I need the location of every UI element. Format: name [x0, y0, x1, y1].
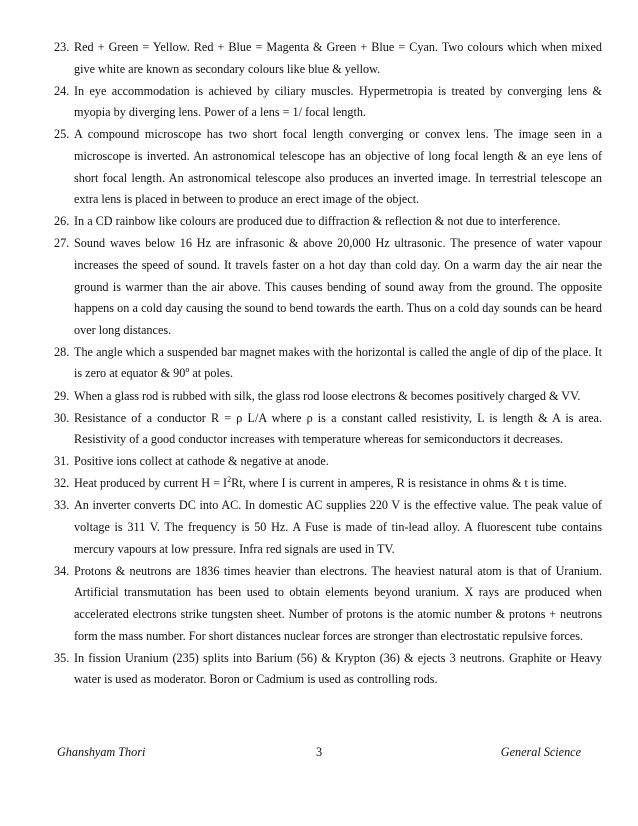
item-text: Protons & neutrons are 1836 times heavier than electrons. The heaviest natural atom is that of Uranium. Artificial transmutation has been used to obtain elements beyond uranium. X rays are produced when accelerated electrons strike tungsten sheet. Number of protons is the atomic number & protons + neutrons form the mass number. For short distances nuclear forces are stronger than electrostatic repulsive forces. — [74, 563, 602, 643]
list-item-23 — [54, 37, 602, 80]
footer-subject: General Science — [500, 745, 581, 759]
item-text: In fission Uranium (235) splits into Barium (56) & Krypton (36) & ejects 3 neutrons. Graphite or Heavy water is used as moderator. Boron or Cadmium is used as controlling rods. — [74, 650, 602, 687]
item-number: 27. — [54, 236, 70, 251]
list-item-28 — [54, 342, 602, 385]
item-number: 31. — [54, 454, 70, 469]
item-text: Sound waves below 16 Hz are infrasonic & above 20,000 Hz ultrasonic. The presence of water vapour increases the speed of sound. It travels faster on a hot day than cold day. On a warm day the air near the ground is warmer than the air above. This causes bending of sound away from the ground. The opposite happens on a cold day causing the sound to bend towards the earth. Thus on a cold day sounds can be heard over long distances. — [74, 236, 602, 337]
item-text-part: Heat produced by current H = I — [74, 476, 228, 491]
list-item-30 — [54, 408, 602, 451]
item-number: 25. — [54, 127, 70, 142]
item-number: 35. — [54, 650, 70, 665]
item-number: 34. — [54, 563, 70, 578]
item-text: A compound microscope has two short focal length converging or convex lens. The image seen in a microscope is inverted. An astronomical telescope has an objective of long focal length & an eye lens of short focal length. An astronomical telescope also produces an inverted image. In terrestrial telescope an extra lens is placed in between to produce an erect image of the object. — [74, 127, 602, 207]
footer-page-number: 3 — [315, 745, 323, 759]
item-text — [74, 342, 602, 385]
list-item-25 — [54, 124, 602, 210]
item-text: Resistance of a conductor R = ρ L/A where ρ is a constant called resistivity, L is length & A is area. Resistivity of a good conductor increases with temperature whereas for semiconductors it decreases. — [74, 410, 602, 447]
item-number: 26. — [54, 214, 70, 229]
item-text — [74, 473, 602, 495]
item-text: In eye accommodation is achieved by ciliary muscles. Hypermetropia is treated by converging lens & myopia by diverging lens. Power of a lens = 1/ focal length. — [74, 83, 602, 120]
item-text: When a glass rod is rubbed with silk, the glass rod loose electrons & becomes positively charged & VV. — [74, 388, 581, 403]
list-item-27 — [54, 233, 602, 341]
list-item-31 — [54, 451, 602, 473]
item-text-part: at poles. — [189, 366, 234, 381]
list-item-26 — [54, 211, 602, 233]
numbered-list — [54, 37, 602, 691]
item-text: Positive ions collect at cathode & negative at anode. — [74, 454, 329, 469]
page-footer — [57, 745, 581, 763]
item-number: 29. — [54, 388, 70, 403]
list-item-34 — [54, 561, 602, 647]
list-item-29 — [54, 386, 602, 408]
item-text: An inverter converts DC into AC. In domestic AC supplies 220 V is the effective value. The peak value of voltage is 311 V. The frequency is 50 Hz. A Fuse is made of tin-lead alloy. A fluorescent tube contains mercury vapours at low pressure. Infra red signals are used in TV. — [74, 498, 602, 556]
list-item-32 — [54, 473, 602, 495]
item-text-part: Rt, where I is current in amperes, R is resistance in ohms & t is time. — [231, 476, 567, 491]
item-text: Red + Green = Yellow. Red + Blue = Magenta & Green + Blue = Cyan. Two colours which when mixed give white are known as secondary colours like blue & yellow. — [74, 40, 602, 76]
item-number: 32. — [54, 476, 70, 491]
list-item-24 — [54, 81, 602, 124]
item-number: 24. — [54, 83, 70, 98]
footer-author: Ghanshyam Thori — [57, 745, 146, 759]
item-number: 33. — [54, 498, 70, 513]
item-number: 28. — [54, 344, 70, 359]
item-number: 30. — [54, 410, 70, 425]
degree-superscript: o — [185, 365, 190, 375]
item-number: 23. — [54, 40, 70, 54]
item-text: In a CD rainbow like colours are produced due to diffraction & reflection & not due to interference. — [74, 214, 561, 229]
exponent-superscript: 2 — [227, 475, 232, 485]
list-item-35 — [54, 648, 602, 691]
item-text-part: The angle which a suspended bar magnet makes with the horizontal is called the angle of dip of the place. It is zero at equator & 90 — [74, 344, 602, 381]
list-item-33 — [54, 495, 602, 560]
